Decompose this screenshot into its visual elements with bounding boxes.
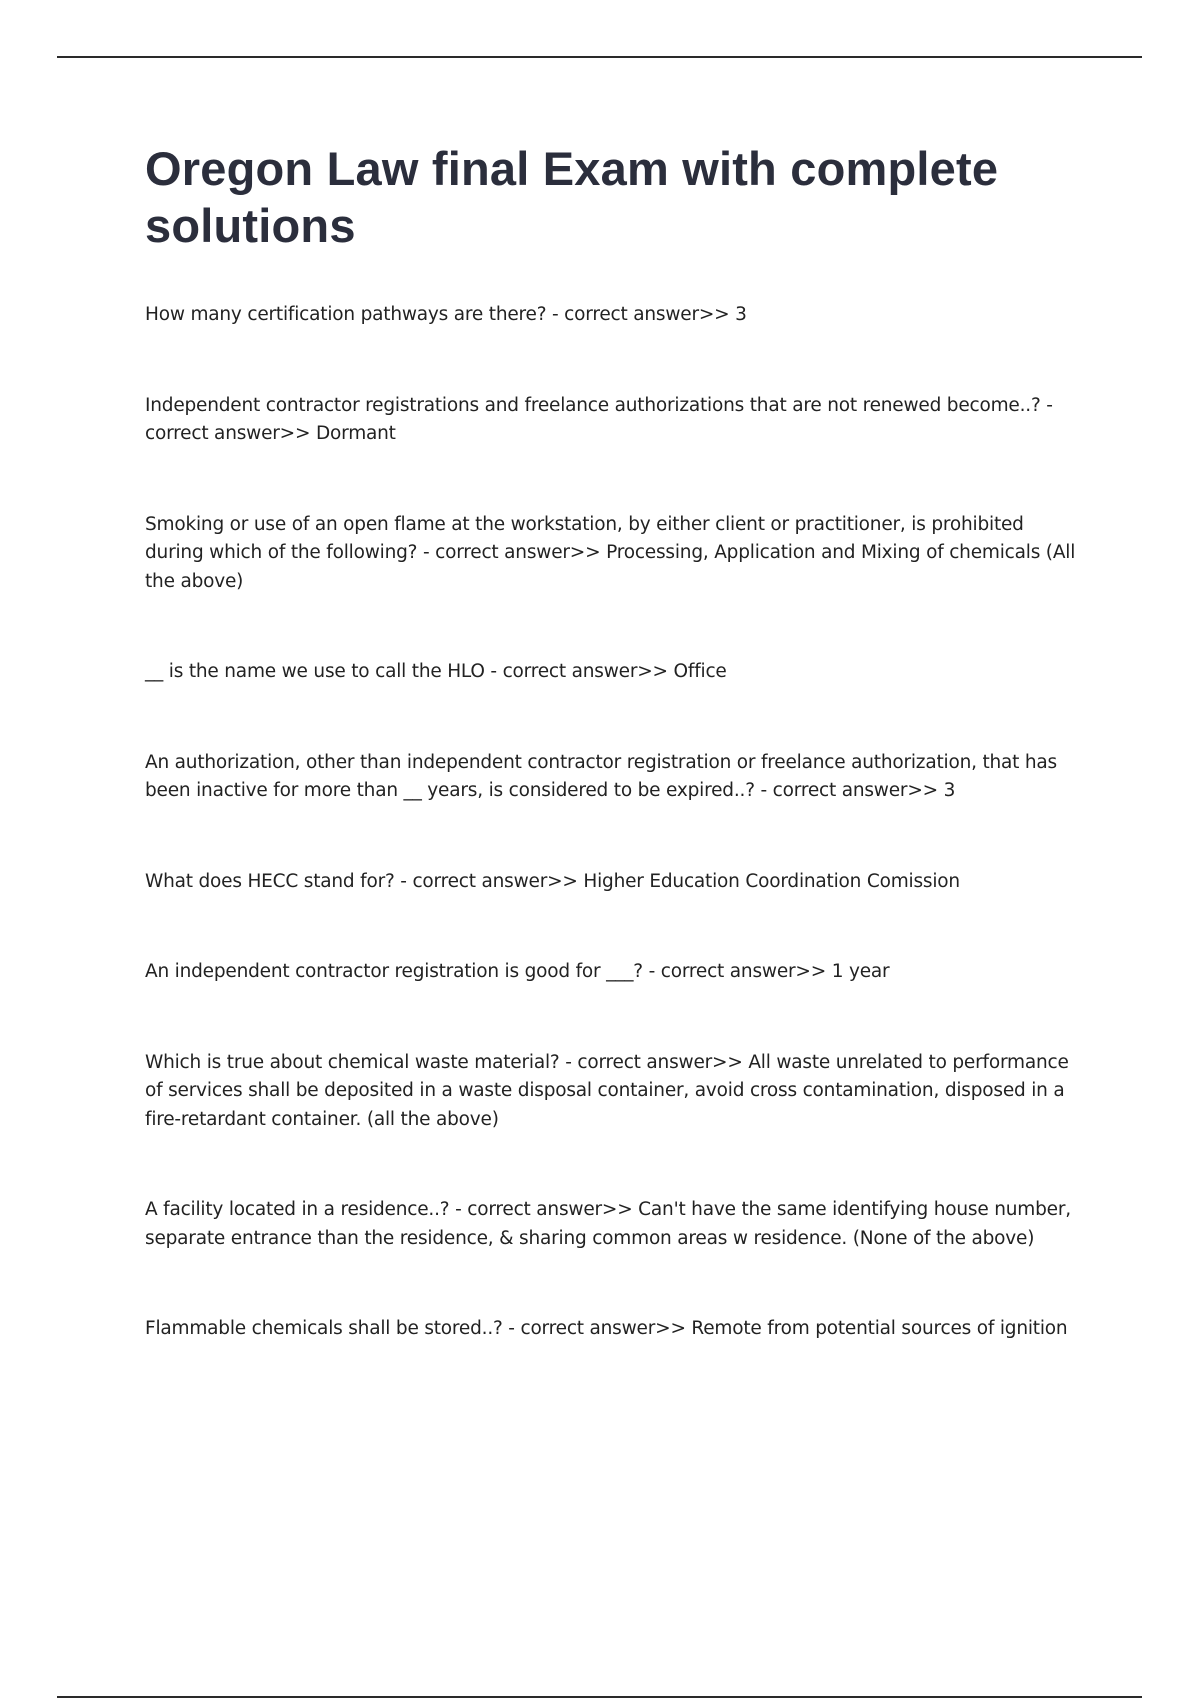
qa-item: An authorization, other than independent contractor registration or freelance authorization, that has been inactive for more than __ years, is considered to be expired..? - correct answer>> 3 [145,751,1057,801]
top-divider [57,56,1142,58]
qa-item: Independent contractor registrations and freelance authorizations that are not renewed become..? - correct answer>> Dormant [145,394,1053,444]
document-title: Oregon Law final Exam with complete solutions [145,142,999,252]
qa-item: Smoking or use of an open flame at the workstation, by either client or practitioner, is prohibited during which of the following? - correct answer>> Processing, Application and Mixing of chemicals (All the above) [145,513,1076,592]
qa-item: A facility located in a residence..? - correct answer>> Can't have the same identifying house number, separate entrance than the residence, & sharing common areas w residence. (None of the above) [145,1199,1071,1249]
qa-list [145,301,1085,1344]
qa-item: What does HECC stand for? - correct answer>> Higher Education Coordination Comission [145,870,960,892]
document-body [145,140,1085,1406]
qa-item: How many certification pathways are there? - correct answer>> 3 [145,304,747,325]
qa-item: __ is the name we use to call the HLO - correct answer>> Office [145,661,727,682]
qa-item: Flammable chemicals shall be stored..? - correct answer>> Remote from potential sources of ignition [145,1318,1068,1339]
qa-item: An independent contractor registration is good for ___? - correct answer>> 1 year [145,961,890,982]
qa-item: Which is true about chemical waste material? - correct answer>> All waste unrelated to performance of services shall be deposited in a waste disposal container, avoid cross contamination, disposed in a fire-retardant container. (all the above) [145,1051,1069,1130]
bottom-divider [57,1696,1142,1698]
